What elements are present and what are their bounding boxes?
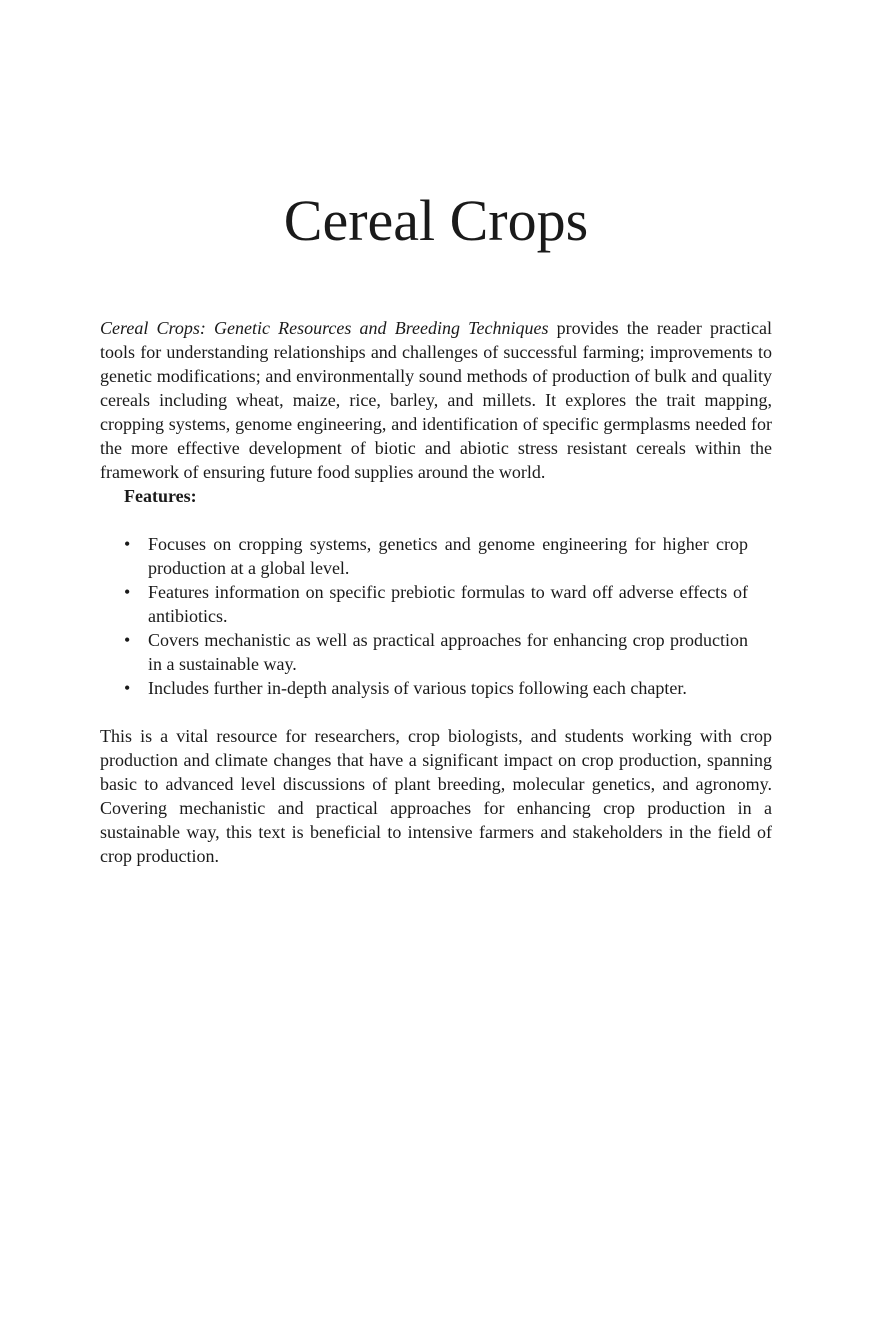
- bullet-icon: •: [124, 678, 131, 698]
- intro-paragraph: [100, 316, 772, 484]
- feature-text: Covers mechanistic as well as practical approaches for enhancing crop production in a sustainable way.: [148, 630, 748, 674]
- list-item: [124, 676, 748, 700]
- list-item: [124, 628, 748, 676]
- feature-text: Focuses on cropping systems, genetics and genome engineering for higher crop production at a global level.: [148, 534, 748, 578]
- feature-text: Features information on specific prebiotic formulas to ward off adverse effects of antibiotics.: [148, 582, 748, 626]
- bullet-icon: •: [124, 534, 131, 554]
- features-heading: Features:: [124, 486, 197, 506]
- book-title-italic: Cereal Crops: Genetic Resources and Breeding Techniques: [100, 318, 549, 338]
- page-title: Cereal Crops: [283, 188, 589, 253]
- intro-text: provides the reader practical tools for understanding relationships and challenges of successful farming; improvements to genetic modifications; and environmentally sound methods of production of bulk and quality cereals including wheat, maize, rice, barley, and millets. It explores the trait mapping, cropping systems, genome engineering, and identification of specific germplasms needed for the more effective development of biotic and abiotic stress resistant cereals within the framework of ensuring future food supplies around the world.: [100, 318, 772, 482]
- features-list: [100, 532, 772, 700]
- closing-paragraph: This is a vital resource for researchers, crop biologists, and students working with crop production and climate changes that have a significant impact on crop production, spanning basic to advanced level discussions of plant breeding, molecular genetics, and agronomy. Covering mechanistic and practical approaches for enhancing crop production in a sustainable way, this text is beneficial to intensive farmers and stakeholders in the field of crop production.: [100, 726, 772, 866]
- bullet-icon: •: [124, 582, 131, 602]
- list-item: [124, 580, 748, 628]
- description-body: [100, 316, 772, 868]
- bullet-icon: •: [124, 630, 131, 650]
- list-item: [124, 532, 748, 580]
- feature-text: Includes further in-depth analysis of various topics following each chapter.: [148, 678, 687, 698]
